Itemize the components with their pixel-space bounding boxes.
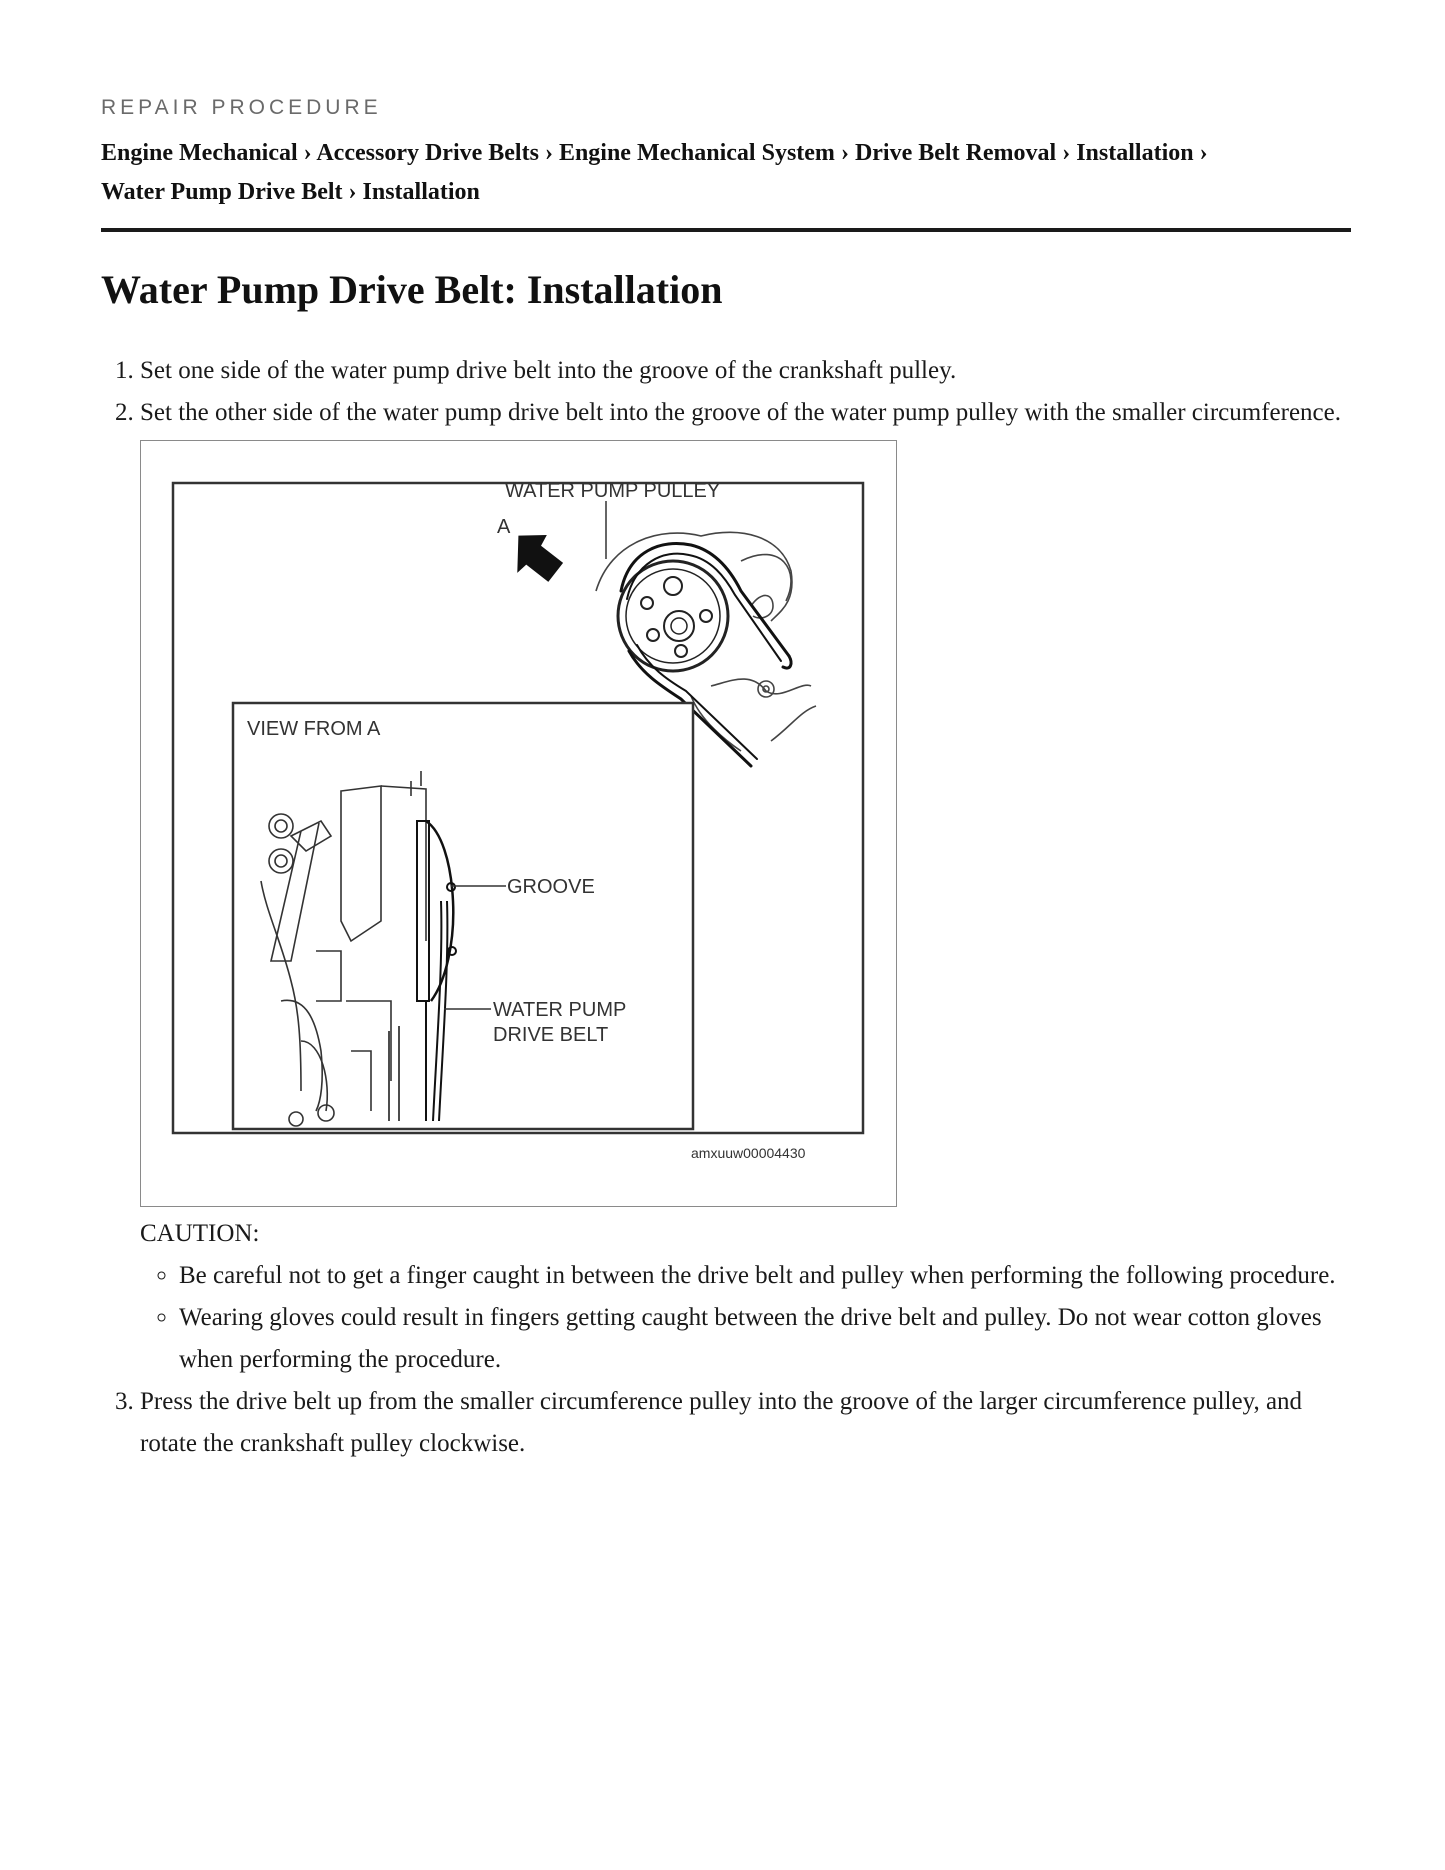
caution-text: Wearing gloves could result in fingers getting caught between the drive belt and pulley. Do not wear cotton gloves when performing the procedure. [179, 1304, 1322, 1373]
breadcrumb-item[interactable]: Accessory Drive Belts [316, 140, 539, 166]
pulley-diagram [141, 441, 895, 1205]
arrow-a-label: A [497, 516, 511, 538]
water-pump-pulley-label: WATER PUMP PULLEY [505, 480, 721, 502]
drive-belt-label-line1: WATER PUMP [493, 999, 627, 1021]
breadcrumb-item[interactable]: Engine Mechanical System [558, 140, 835, 166]
inset-frame [233, 703, 693, 1129]
procedure-illustration [140, 440, 897, 1207]
breadcrumb: Engine Mechanical › Accessory Drive Belts › Engine Mechanical System › Drive Belt Removal › Installation › Water Pump Drive Belt › Installation [101, 140, 1208, 205]
breadcrumb-item[interactable]: Installation [362, 179, 480, 205]
breadcrumb-item[interactable]: Drive Belt Removal [854, 140, 1057, 166]
drive-belt-label-line2: DRIVE BELT [493, 1024, 609, 1046]
view-arrow-icon [500, 521, 571, 591]
caution-label: CAUTION: [140, 1220, 260, 1247]
caution-item [179, 1255, 1351, 1297]
step-item [140, 392, 1351, 1381]
view-from-a-label: VIEW FROM A [247, 718, 381, 740]
breadcrumb-item[interactable]: Engine Mechanical [101, 140, 298, 166]
groove-label: GROOVE [507, 876, 595, 898]
breadcrumb-item[interactable]: Installation [1076, 140, 1194, 166]
caution-list [140, 1255, 1351, 1381]
procedure-steps [101, 350, 1351, 1465]
image-code: amxuuw00004430 [691, 1145, 806, 1161]
caution-text: Be careful not to get a finger caught in between the drive belt and pulley when performing the following procedure. [179, 1262, 1336, 1289]
page-title: Water Pump Drive Belt: Installation [101, 267, 723, 312]
step-text: Set one side of the water pump drive belt into the groove of the crankshaft pulley. [140, 357, 957, 384]
caution-item [179, 1297, 1351, 1381]
header-divider [101, 228, 1351, 232]
section-kicker: REPAIR PROCEDURE [101, 96, 382, 119]
breadcrumb-item[interactable]: Water Pump Drive Belt [101, 179, 343, 205]
step-text: Set the other side of the water pump drive belt into the groove of the water pump pulley with the smaller circumference. [140, 399, 1342, 426]
step-item [140, 1381, 1351, 1465]
step-text: Press the drive belt up from the smaller circumference pulley into the groove of the larger circumference pulley, and rotate the crankshaft pulley clockwise. [140, 1388, 1303, 1457]
step-item [140, 350, 1351, 392]
